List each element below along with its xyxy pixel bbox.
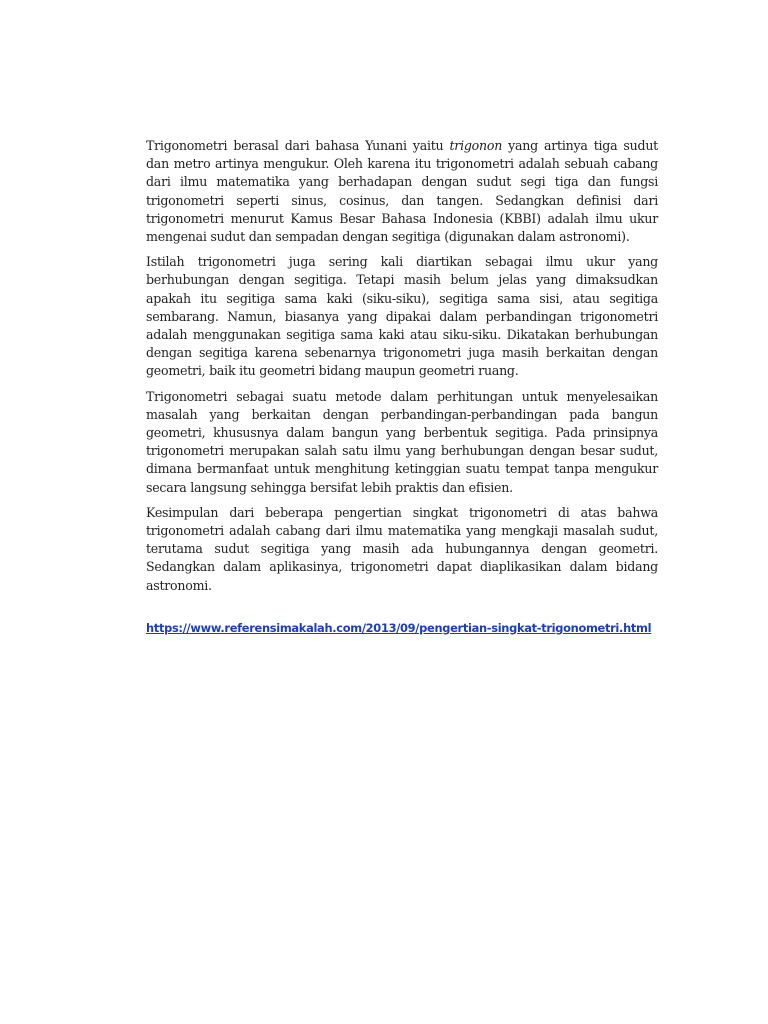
source-reference [146, 619, 658, 637]
paragraph-3: Trigonometri sebagai suatu metode dalam perhitungan untuk menyelesaikan masalah yang berkaitan dengan perbandingan-perbandingan pada bangun geometri, khususnya dalam bangun yang berbentuk segitiga. Pada prinsipnya trigonometri merupakan salah satu ilmu yang berhubungan dengan besar sudut, dimana bermanfaat untuk menghitung ketinggian suatu tempat tanpa mengukur secara langsung sehingga bersifat lebih praktis dan efisien. [146, 388, 658, 495]
paragraph-1-rest: yang artinya tiga sudut dan metro artinya mengukur. Oleh karena itu trigonometri adalah sebuah cabang dari ilmu matematika yang berhadapan dengan sudut segi tiga dan fungsi trigonometri seperti sinus, cosinus, dan tangen. Sedangkan definisi dari trigonometri menurut Kamus Besar Bahasa Indonesia (KBBI) adalah ilmu ukur mengenai sudut dan sempadan dengan segitiga (digunakan dalam astronomi). [146, 138, 658, 245]
paragraph-2: Istilah trigonometri juga sering kali diartikan sebagai ilmu ukur yang berhubungan dengan segitiga. Tetapi masih belum jelas yang dimaksudkan apakah itu segitiga sama kaki (siku-siku), segitiga sama sisi, atau segitiga sembarang. Namun, biasanya yang dipakai dalam perbandingan trigonometri adalah menggunakan segitiga sama kaki atau siku-siku. Dikatakan berhubungan dengan segitiga karena sebenarnya trigonometri juga masih berkaitan dengan geometri, baik itu geometri bidang maupun geometri ruang. [146, 254, 658, 379]
document-body [146, 137, 658, 637]
source-link[interactable]: https://www.referensimakalah.com/2013/09/pengertian-singkat-trigonometri.html [146, 620, 652, 635]
paragraph-1-intro: Trigonometri berasal dari bahasa Yunani yaitu [146, 138, 450, 153]
paragraph-1-term: trigonon [449, 138, 503, 153]
paragraph-1 [146, 137, 658, 246]
paragraph-4: Kesimpulan dari beberapa pengertian singkat trigonometri di atas bahwa trigonometri adalah cabang dari ilmu matematika yang mengkaji masalah sudut, terutama sudut segitiga yang masih ada hubungannya dengan geometri. Sedangkan dalam aplikasinya, trigonometri dapat diaplikasikan dalam bidang astronomi. [146, 504, 658, 593]
